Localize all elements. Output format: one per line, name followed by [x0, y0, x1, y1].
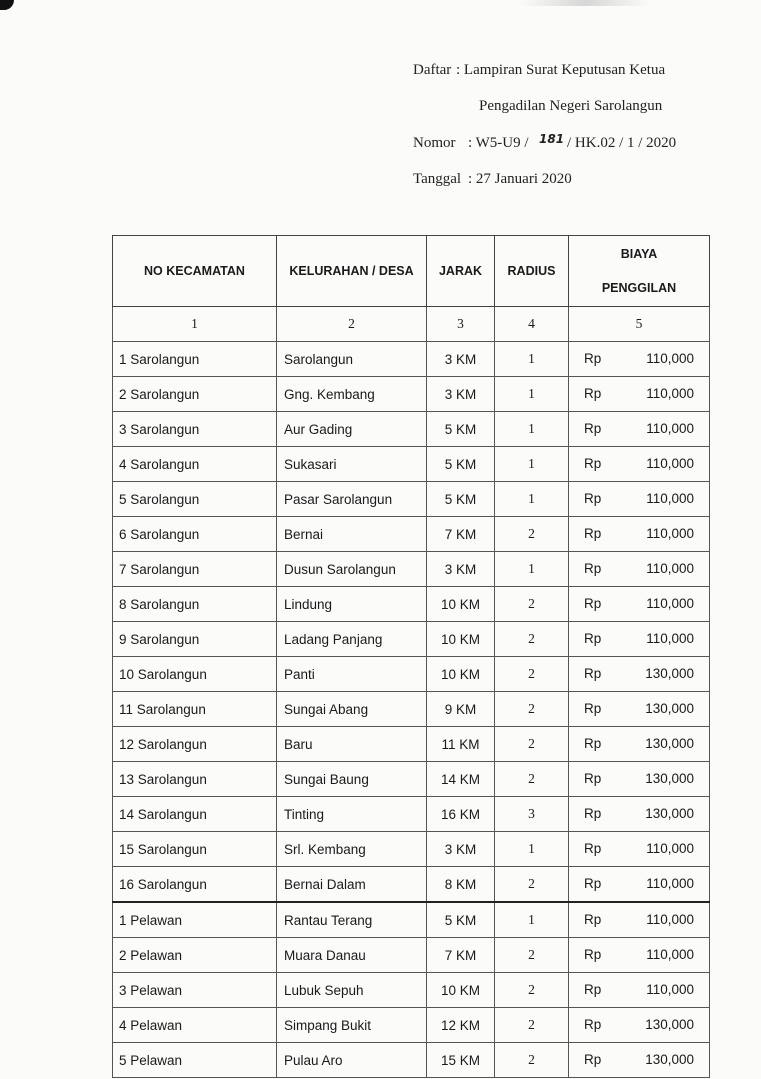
currency-label: Rp: [584, 736, 602, 751]
biaya-cell: [569, 517, 710, 552]
radius-cell: 2: [495, 1008, 569, 1043]
kelurahan-cell: Baru: [277, 727, 427, 762]
kecamatan-cell: 3 Pelawan: [113, 973, 277, 1008]
table-row: [113, 727, 710, 762]
currency-label: Rp: [584, 526, 602, 541]
kelurahan-cell: Pasar Sarolangun: [277, 482, 427, 517]
currency-label: Rp: [584, 596, 602, 611]
radius-cell: 2: [495, 587, 569, 622]
nomor-suffix: / HK.02 / 1 / 2020: [567, 135, 677, 151]
radius-cell: 2: [495, 622, 569, 657]
column-number: 5: [569, 307, 710, 342]
kecamatan-cell: 4 Pelawan: [113, 1008, 277, 1043]
currency-label: Rp: [584, 456, 602, 471]
table-row: [113, 587, 710, 622]
currency-label: Rp: [584, 386, 602, 401]
header-biaya: [569, 236, 710, 307]
nomor-label: Nomor: [413, 135, 456, 151]
kecamatan-cell: 10 Sarolangun: [113, 657, 277, 692]
table-row: [113, 902, 710, 938]
jarak-cell: 7 KM: [427, 938, 495, 973]
jarak-cell: 3 KM: [427, 552, 495, 587]
biaya-cell: [569, 973, 710, 1008]
biaya-amount: 110,000: [646, 421, 694, 436]
table-row: [113, 657, 710, 692]
table-row: [113, 517, 710, 552]
radius-cell: 1: [495, 342, 569, 377]
jarak-cell: 15 KM: [427, 1043, 495, 1078]
radius-cell: 1: [495, 902, 569, 938]
radius-cell: 1: [495, 412, 569, 447]
biaya-cell: [569, 377, 710, 412]
header-biaya-line2: PENGGILAN: [601, 281, 677, 295]
biaya-cell: [569, 447, 710, 482]
jarak-cell: 5 KM: [427, 902, 495, 938]
biaya-cell: [569, 622, 710, 657]
biaya-cell: [569, 1008, 710, 1043]
kelurahan-cell: Sarolangun: [277, 342, 427, 377]
column-number: 1: [113, 307, 277, 342]
kecamatan-cell: 8 Sarolangun: [113, 587, 277, 622]
biaya-cell: [569, 797, 710, 832]
kecamatan-cell: 1 Pelawan: [113, 902, 277, 938]
kelurahan-cell: Sungai Baung: [277, 762, 427, 797]
biaya-cell: [569, 902, 710, 938]
column-number-row: [113, 307, 710, 342]
kelurahan-cell: Sungai Abang: [277, 692, 427, 727]
currency-label: Rp: [584, 876, 602, 891]
scan-smudge: [520, 0, 650, 6]
table-row: [113, 1008, 710, 1043]
kelurahan-cell: Muara Danau: [277, 938, 427, 973]
scan-corner-mark: [0, 0, 14, 10]
kecamatan-cell: 4 Sarolangun: [113, 447, 277, 482]
jarak-cell: 7 KM: [427, 517, 495, 552]
kecamatan-cell: 7 Sarolangun: [113, 552, 277, 587]
kelurahan-cell: Srl. Kembang: [277, 832, 427, 867]
biaya-cell: [569, 552, 710, 587]
currency-label: Rp: [584, 421, 602, 436]
jarak-cell: 14 KM: [427, 762, 495, 797]
currency-label: Rp: [584, 771, 602, 786]
tanggal-value: : 27 Januari 2020: [468, 171, 572, 187]
radius-cell: 3: [495, 797, 569, 832]
biaya-amount: 130,000: [645, 701, 694, 716]
kecamatan-cell: 11 Sarolangun: [113, 692, 277, 727]
kelurahan-cell: Rantau Terang: [277, 902, 427, 938]
biaya-amount: 110,000: [646, 351, 694, 366]
biaya-amount: 110,000: [646, 456, 694, 471]
kecamatan-cell: 13 Sarolangun: [113, 762, 277, 797]
table-row: [113, 973, 710, 1008]
jarak-cell: 8 KM: [427, 867, 495, 903]
kecamatan-cell: 9 Sarolangun: [113, 622, 277, 657]
jarak-cell: 10 KM: [427, 973, 495, 1008]
biaya-cell: [569, 727, 710, 762]
kelurahan-cell: Simpang Bukit: [277, 1008, 427, 1043]
jarak-cell: 5 KM: [427, 412, 495, 447]
radius-cell: 2: [495, 692, 569, 727]
currency-label: Rp: [584, 351, 602, 366]
kecamatan-cell: 5 Pelawan: [113, 1043, 277, 1078]
biaya-cell: [569, 867, 710, 903]
radius-cell: 2: [495, 938, 569, 973]
radius-cell: 2: [495, 867, 569, 903]
jarak-cell: 10 KM: [427, 657, 495, 692]
header-kelurahan: KELURAHAN / DESA: [277, 236, 427, 307]
table-row: [113, 377, 710, 412]
kelurahan-cell: Gng. Kembang: [277, 377, 427, 412]
kecamatan-cell: 16 Sarolangun: [113, 867, 277, 903]
biaya-cell: [569, 938, 710, 973]
kecamatan-cell: 2 Pelawan: [113, 938, 277, 973]
jarak-cell: 11 KM: [427, 727, 495, 762]
biaya-cell: [569, 412, 710, 447]
biaya-amount: 110,000: [646, 561, 694, 576]
daftar-value-2: Pengadilan Negeri Sarolangun: [479, 98, 663, 114]
biaya-amount: 110,000: [646, 912, 694, 927]
kelurahan-cell: Lubuk Sepuh: [277, 973, 427, 1008]
biaya-amount: 130,000: [645, 806, 694, 821]
kecamatan-cell: 1 Sarolangun: [113, 342, 277, 377]
table-row: [113, 832, 710, 867]
jarak-cell: 3 KM: [427, 342, 495, 377]
biaya-amount: 130,000: [645, 666, 694, 681]
currency-label: Rp: [584, 841, 602, 856]
biaya-amount: 110,000: [646, 982, 694, 997]
nomor-prefix: : W5-U9 /: [468, 135, 529, 151]
radius-cell: 2: [495, 1043, 569, 1078]
currency-label: Rp: [584, 1017, 602, 1032]
table-row: [113, 1043, 710, 1078]
header-jarak: JARAK: [427, 236, 495, 307]
column-number: 3: [427, 307, 495, 342]
kelurahan-cell: Aur Gading: [277, 412, 427, 447]
kelurahan-cell: Dusun Sarolangun: [277, 552, 427, 587]
column-number: 2: [277, 307, 427, 342]
currency-label: Rp: [584, 631, 602, 646]
kelurahan-cell: Tinting: [277, 797, 427, 832]
biaya-cell: [569, 482, 710, 517]
currency-label: Rp: [584, 912, 602, 927]
radius-cell: 1: [495, 832, 569, 867]
table-header-row: [113, 236, 710, 307]
currency-label: Rp: [584, 806, 602, 821]
table-row: [113, 482, 710, 517]
jarak-cell: 5 KM: [427, 482, 495, 517]
daftar-label: Daftar: [413, 62, 452, 78]
biaya-cell: [569, 762, 710, 797]
table-row: [113, 447, 710, 482]
biaya-amount: 110,000: [646, 386, 694, 401]
kelurahan-cell: Bernai Dalam: [277, 867, 427, 903]
radius-cell: 2: [495, 517, 569, 552]
jarak-cell: 3 KM: [427, 832, 495, 867]
biaya-amount: 110,000: [646, 596, 694, 611]
radius-cell: 2: [495, 973, 569, 1008]
kelurahan-cell: Bernai: [277, 517, 427, 552]
kecamatan-cell: 12 Sarolangun: [113, 727, 277, 762]
table-row: [113, 797, 710, 832]
jarak-cell: 10 KM: [427, 622, 495, 657]
radius-cell: 2: [495, 762, 569, 797]
table-row: [113, 762, 710, 797]
biaya-cell: [569, 832, 710, 867]
kecamatan-cell: 5 Sarolangun: [113, 482, 277, 517]
header-no-kecamatan: NO KECAMATAN: [113, 236, 277, 307]
nomor-handwritten: 181: [539, 132, 565, 146]
table-row: [113, 342, 710, 377]
radius-cell: 1: [495, 552, 569, 587]
kecamatan-cell: 2 Sarolangun: [113, 377, 277, 412]
kecamatan-cell: 3 Sarolangun: [113, 412, 277, 447]
kecamatan-cell: 6 Sarolangun: [113, 517, 277, 552]
kelurahan-cell: Lindung: [277, 587, 427, 622]
column-number: 4: [495, 307, 569, 342]
jarak-cell: 16 KM: [427, 797, 495, 832]
kelurahan-cell: Ladang Panjang: [277, 622, 427, 657]
biaya-cell: [569, 692, 710, 727]
biaya-amount: 110,000: [646, 491, 694, 506]
biaya-amount: 110,000: [646, 631, 694, 646]
biaya-amount: 110,000: [646, 876, 694, 891]
header-biaya-line1: BIAYA: [620, 247, 658, 261]
biaya-amount: 130,000: [645, 1052, 694, 1067]
jarak-cell: 10 KM: [427, 587, 495, 622]
table-row: [113, 867, 710, 903]
biaya-cell: [569, 657, 710, 692]
table-row: [113, 412, 710, 447]
currency-label: Rp: [584, 561, 602, 576]
biaya-amount: 130,000: [645, 771, 694, 786]
currency-label: Rp: [584, 701, 602, 716]
table-row: [113, 552, 710, 587]
header-radius: RADIUS: [495, 236, 569, 307]
biaya-amount: 110,000: [646, 947, 694, 962]
tanggal-label: Tanggal: [413, 171, 462, 187]
jarak-cell: 12 KM: [427, 1008, 495, 1043]
radius-cell: 2: [495, 657, 569, 692]
currency-label: Rp: [584, 982, 602, 997]
radius-cell: 2: [495, 727, 569, 762]
radius-cell: 1: [495, 447, 569, 482]
radius-cell: 1: [495, 377, 569, 412]
biaya-amount: 110,000: [646, 841, 694, 856]
biaya-amount: 110,000: [646, 526, 694, 541]
biaya-amount: 130,000: [645, 1017, 694, 1032]
jarak-cell: 5 KM: [427, 447, 495, 482]
biaya-cell: [569, 342, 710, 377]
currency-label: Rp: [584, 666, 602, 681]
table-row: [113, 938, 710, 973]
jarak-cell: 9 KM: [427, 692, 495, 727]
kecamatan-cell: 14 Sarolangun: [113, 797, 277, 832]
radius-cell: 1: [495, 482, 569, 517]
kelurahan-cell: Panti: [277, 657, 427, 692]
kelurahan-cell: Sukasari: [277, 447, 427, 482]
currency-label: Rp: [584, 947, 602, 962]
kelurahan-cell: Pulau Aro: [277, 1043, 427, 1078]
table-row: [113, 622, 710, 657]
biaya-panggilan-table: [112, 235, 710, 1078]
daftar-value: : Lampiran Surat Keputusan Ketua: [456, 62, 666, 78]
biaya-cell: [569, 1043, 710, 1078]
biaya-cell: [569, 587, 710, 622]
currency-label: Rp: [584, 491, 602, 506]
table-row: [113, 692, 710, 727]
currency-label: Rp: [584, 1052, 602, 1067]
jarak-cell: 3 KM: [427, 377, 495, 412]
kecamatan-cell: 15 Sarolangun: [113, 832, 277, 867]
biaya-amount: 130,000: [645, 736, 694, 751]
